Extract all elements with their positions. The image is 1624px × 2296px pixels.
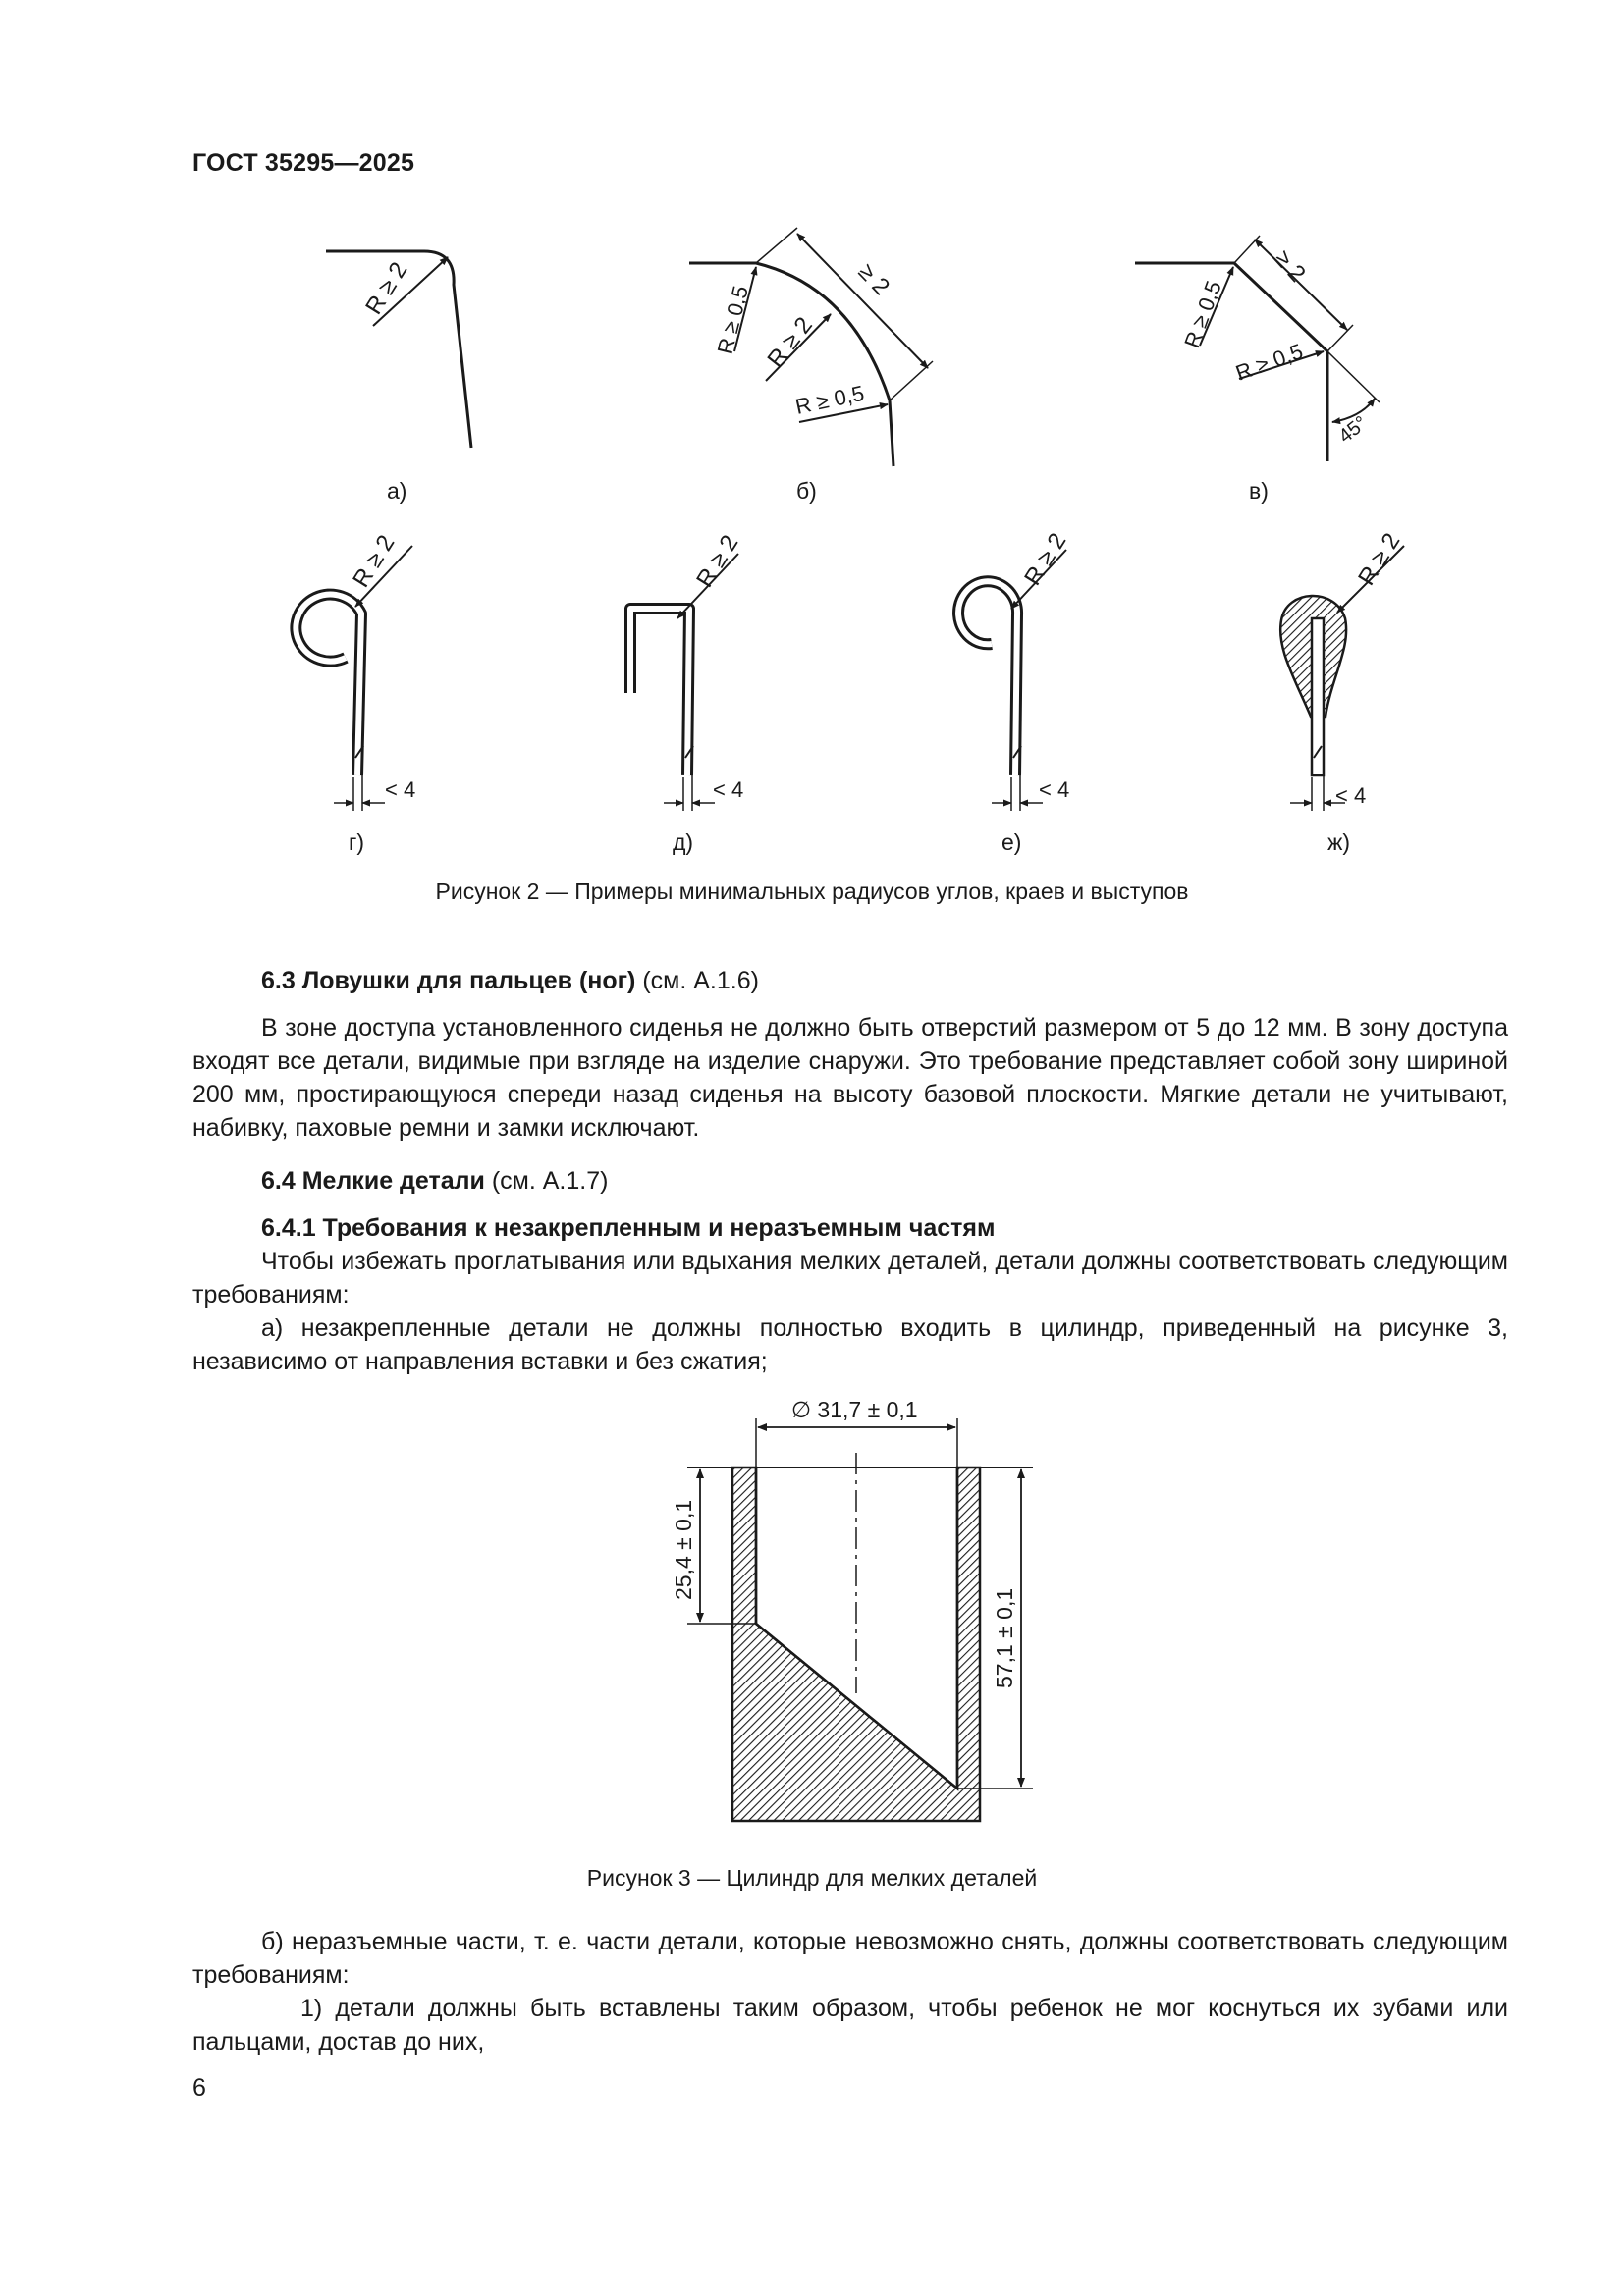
figure-2-diagram bbox=[0, 0, 1624, 864]
fig2-v-radius-bot: R ≥ 0,5 bbox=[1232, 338, 1307, 386]
fig2-d-radius: R ≥ 2 bbox=[691, 530, 744, 593]
item-b: б) неразъемные части, т. е. части детали, которые невозможно снять, должны соответствовать следующим требованиям: bbox=[192, 1928, 1508, 1989]
section-6-4-heading bbox=[192, 1164, 1508, 1198]
section-6-3-ref: (см. А.1.6) bbox=[635, 967, 759, 994]
section-6-4-1-title: 6.4.1 Требования к незакрепленным и неразъемным частям bbox=[261, 1214, 996, 1242]
fig2-zh-dim-lt4: < 4 bbox=[1335, 783, 1367, 808]
section-6-3-title: 6.3 Ловушки для пальцев (ног) bbox=[261, 967, 636, 994]
fig2-g-dim-lt4: < 4 bbox=[385, 777, 416, 802]
fig2-b-radius-bot: R ≥ 0,5 bbox=[792, 380, 867, 419]
fig2-b-radius-top: R ≥ 0,5 bbox=[712, 283, 753, 357]
fig2-e-curl bbox=[958, 528, 1071, 855]
document-header: ГОСТ 35295—2025 bbox=[192, 149, 415, 177]
fig2-b-chamfer bbox=[689, 228, 933, 504]
fig2-zh-radius: R ≥ 2 bbox=[1353, 528, 1406, 591]
fig2-e-radius: R ≥ 2 bbox=[1019, 528, 1072, 591]
section-6-4-1-intro: Чтобы избежать проглатывания или вдыхания мелких деталей, детали должны соответствовать следующим требованиям: bbox=[192, 1248, 1508, 1308]
fig2-label-a: а) bbox=[387, 478, 407, 504]
section-6-3-heading bbox=[192, 964, 1508, 997]
section-6-3 bbox=[192, 964, 1508, 1145]
section-6-4-1-item-a: а) незакрепленные детали не должны полностью входить в цилиндр, приведенный на рисунке 3, независимо от направления вставки и без сжатия; bbox=[192, 1314, 1508, 1375]
continuation bbox=[192, 1925, 1508, 2058]
figure-3-caption: Рисунок 3 — Цилиндр для мелких деталей bbox=[586, 1865, 1038, 1891]
fig2-d-hook bbox=[630, 530, 743, 855]
fig3-depth-short: 25,4 ± 0,1 bbox=[671, 1499, 696, 1600]
item-b1: 1) детали должны быть вставлены таким образом, чтобы ребенок не мог коснуться их зубами или пальцами, достав до них, bbox=[192, 1995, 1508, 2056]
page-number: 6 bbox=[192, 2074, 206, 2102]
figure-3-cylinder bbox=[0, 1394, 1624, 1826]
fig2-v-angle: 45° bbox=[1334, 411, 1372, 448]
fig3-diameter: ∅ 31,7 ± 0,1 bbox=[791, 1397, 918, 1422]
fig2-a-radius: R ≥ 2 bbox=[360, 257, 413, 320]
fig2-v-chamfer bbox=[1135, 236, 1380, 504]
figure-2-caption: Рисунок 2 — Примеры минимальных радиусов углов, краев и выступов bbox=[435, 879, 1189, 904]
fig2-d-dim-lt4: < 4 bbox=[713, 777, 744, 802]
fig2-v-dim-ge2: ≥ 2 bbox=[1269, 244, 1311, 288]
fig2-label-zh: ж) bbox=[1327, 829, 1351, 855]
fig2-label-b: б) bbox=[796, 478, 817, 504]
fig2-e-dim-lt4: < 4 bbox=[1039, 777, 1070, 802]
fig3-depth-long: 57,1 ± 0,1 bbox=[992, 1587, 1017, 1688]
section-6-4-1-heading bbox=[192, 1211, 1508, 1245]
section-6-3-paragraph: В зоне доступа установленного сиденья не должно быть отверстий размером от 5 до 12 мм. В зону доступа входят все детали, видимые при взгляде на изделие снаружи. Это требование представляет собой зону шириной 200 мм, простирающуюся спереди назад сиденья на высоту базовой плоскости. Мягкие детали не учитывают, набивку, паховые ремни и замки исключают. bbox=[192, 1014, 1508, 1142]
fig2-b-dim-ge2: ≥ 2 bbox=[852, 258, 895, 301]
fig2-label-d: д) bbox=[673, 829, 694, 855]
fig2-label-v: в) bbox=[1249, 478, 1269, 504]
section-6-4 bbox=[192, 1164, 1508, 1378]
fig2-b-radius-mid: R ≥ 2 bbox=[762, 312, 818, 373]
fig2-g-curl bbox=[296, 530, 415, 855]
fig2-g-radius: R ≥ 2 bbox=[348, 530, 401, 593]
section-6-4-ref: (см. А.1.7) bbox=[484, 1167, 609, 1195]
fig2-zh-teardrop bbox=[1280, 528, 1405, 855]
section-6-4-title: 6.4 Мелкие детали bbox=[261, 1167, 485, 1195]
fig2-a-corner bbox=[326, 251, 471, 504]
fig2-v-radius-top: R ≥ 0,5 bbox=[1179, 277, 1226, 351]
fig2-label-g: г) bbox=[349, 829, 365, 855]
fig2-label-e: е) bbox=[1001, 829, 1022, 855]
